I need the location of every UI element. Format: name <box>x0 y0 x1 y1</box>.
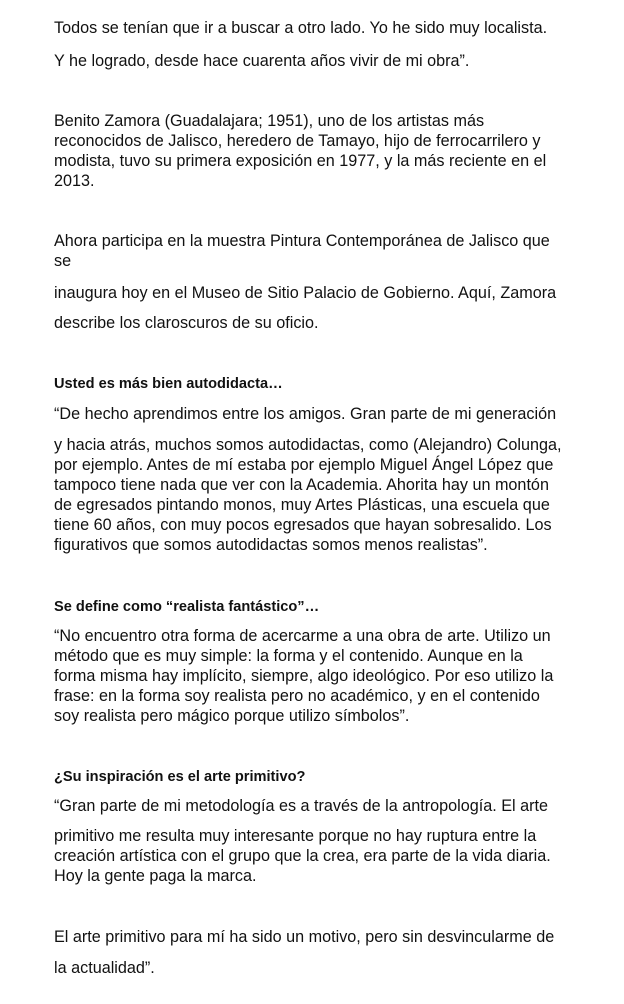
exhibit-line-2: inaugura hoy en el Museo de Sitio Palacio de Gobierno. Aquí, Zamora <box>54 284 557 302</box>
answer-line: de egresados pintando monos, muy Artes Plásticas, una escuela que <box>54 496 550 514</box>
answer-line: “No encuentro otra forma de acercarme a una obra de arte. Utilizo un <box>54 627 551 645</box>
bio-line-1: Benito Zamora (Guadalajara; 1951), uno de los artistas más <box>54 112 485 130</box>
bio-line-3: modista, tuvo su primera exposición en 1977, y la más reciente en el <box>54 152 547 170</box>
answer-line: primitivo me resulta muy interesante porque no hay ruptura entre la <box>54 827 537 845</box>
answer-line: frase: en la forma soy realista pero no académico, y en el contenido <box>54 687 540 705</box>
exhibit-line-1-cont: se <box>54 252 72 270</box>
intro-line-1: Todos se tenían que ir a buscar a otro lado. Yo he sido muy localista. <box>54 19 548 37</box>
answer-line: tiene 60 años, con muy pocos egresados que hayan sobresalido. Los <box>54 516 552 534</box>
answer-line: “De hecho aprendimos entre los amigos. Gran parte de mi generación <box>54 405 557 423</box>
answer-line: y hacia atrás, muchos somos autodidactas, como (Alejandro) Colunga, <box>54 436 562 454</box>
closing-line-1: El arte primitivo para mí ha sido un motivo, pero sin desvincularme de <box>54 928 555 946</box>
question-heading: ¿Su inspiración es el arte primitivo? <box>54 769 306 785</box>
exhibit-line-3: describe los claroscuros de su oficio. <box>54 314 319 332</box>
bio-line-4: 2013. <box>54 172 95 190</box>
answer-line: método que es muy simple: la forma y el contenido. Aunque en la <box>54 647 523 665</box>
intro-line-2: Y he logrado, desde hace cuarenta años vivir de mi obra”. <box>54 52 470 70</box>
question-heading: Usted es más bien autodidacta… <box>54 376 283 392</box>
answer-line: tampoco tiene nada que ver con la Academia. Ahorita hay un montón <box>54 476 549 494</box>
answer-line: forma misma hay implícito, siempre, algo ideológico. Por eso utilizo la <box>54 667 554 685</box>
answer-line: “Gran parte de mi metodología es a través de la antropología. El arte <box>54 797 548 815</box>
answer-line: por ejemplo. Antes de mí estaba por ejemplo Miguel Ángel López que <box>54 456 554 474</box>
question-heading: Se define como “realista fantástico”… <box>54 599 320 615</box>
bio-line-2: reconocidos de Jalisco, heredero de Tamayo, hijo de ferrocarrilero y <box>54 132 541 150</box>
answer-line: figurativos que somos autodidactas somos menos realistas”. <box>54 536 488 554</box>
answer-line: soy realista pero mágico porque utilizo símbolos”. <box>54 707 410 725</box>
answer-line: creación artística con el grupo que la crea, era parte de la vida diaria. <box>54 847 551 865</box>
answer-line: Hoy la gente paga la marca. <box>54 867 257 885</box>
closing-line-2: la actualidad”. <box>54 959 155 977</box>
exhibit-line-1: Ahora participa en la muestra Pintura Contemporánea de Jalisco que <box>54 232 550 250</box>
